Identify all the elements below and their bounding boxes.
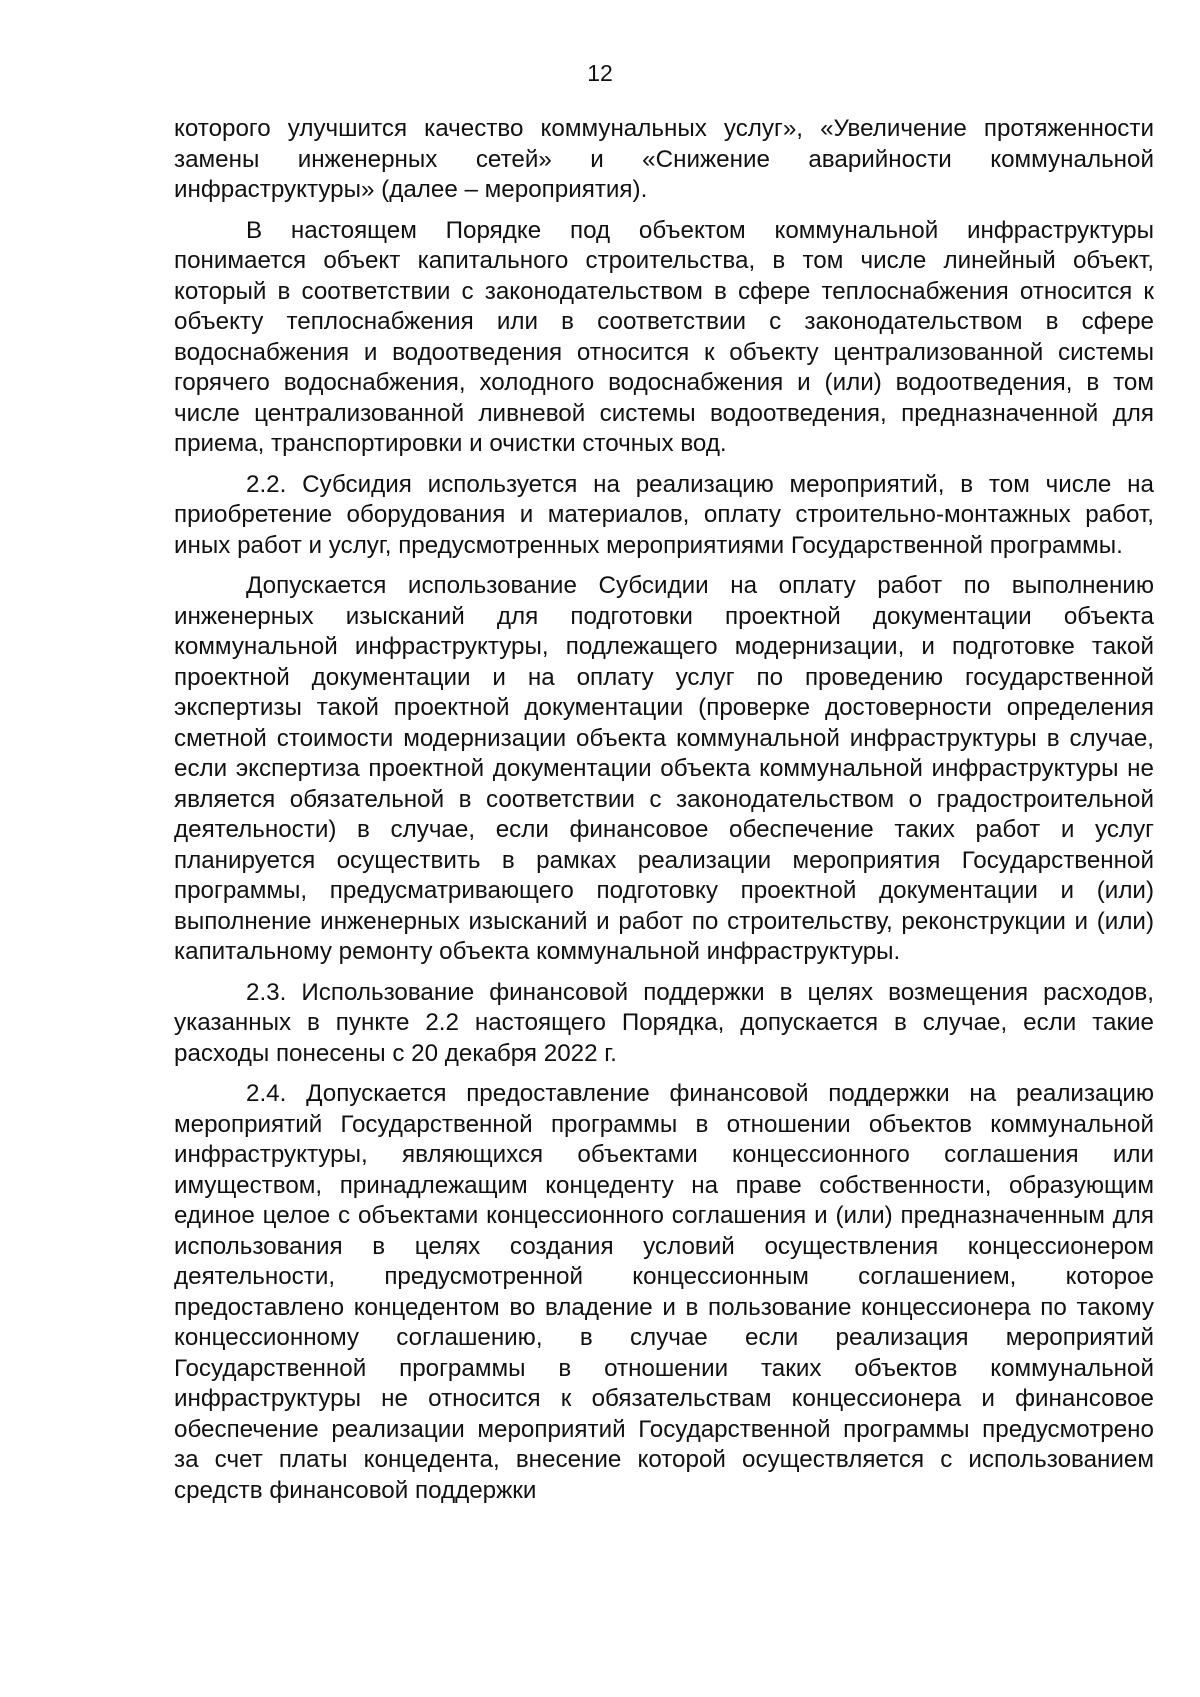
paragraph-infrastructure-definition: В настоящем Порядке под объектом коммунальной инфраструктуры понимается объект капитального строительства, в том числе линейный объект, который в соответствии с законодательством в сфере теплоснабжения относится к объекту теплоснабжения или в соответствии с законодательством в сфере водоснабжения и водоотведения относится к объекту централизованной системы горячего водоснабжения, холодного водоснабжения и (или) водоотведения, в том числе централизованной ливневой системы водоотведения, предназначенной для приема, транспортировки и очистки сточных вод. — [174, 216, 1154, 457]
paragraph-2-4: 2.4. Допускается предоставление финансовой поддержки на реализацию мероприятий Государственной программы в отношении объектов коммунальной инфраструктуры, являющихся объектами концессионного соглашения или имуществом, принадлежащим концеденту на праве собственности, образующим единое целое с объектами концессионного соглашения и (или) предназначенным для использования в целях создания условий осуществления концессионером деятельности, предусмотренной концессионным соглашением, которое предоставлено концедентом во владение и в пользование концессионера по такому концессионному соглашению, в случае если реализация мероприятий Государственной программы в отношении таких объектов коммунальной инфраструктуры не относится к обязательствам концессионера и финансовое обеспечение реализации мероприятий Государственной программы предусмотрено за счет платы концедента, внесение которой осуществляется с использованием средств финансовой поддержки — [174, 1080, 1154, 1504]
paragraph-2-2-design-works: Допускается использование Субсидии на оплату работ по выполнению инженерных изысканий для подготовки проектной документации объекта коммунальной инфраструктуры, подлежащего модернизации, и подготовке такой проектной документации и на оплату услуг по проведению государственной экспертизы такой проектной документации (проверке достоверности определения сметной стоимости модернизации объекта коммунальной инфраструктуры в случае, если экспертиза проектной документации объекта коммунальной инфраструктуры не является обязательной в соответствии с законодательством о градостроительной деятельности) в случае, если финансовое обеспечение таких работ и услуг планируется осуществить в рамках реализации мероприятия Государственной программы, предусматривающего подготовку проектной документации и (или) выполнение инженерных изысканий и работ по строительству, реконструкции и (или) капитальному ремонту объекта коммунальной инфраструктуры. — [174, 572, 1154, 965]
page-number: 12 — [587, 60, 613, 86]
paragraph-2-3: 2.3. Использование финансовой поддержки в целях возмещения расходов, указанных в пункте 2.2 настоящего Порядка, допускается в случае, если такие расходы понесены с 20 декабря 2022 г. — [174, 978, 1154, 1067]
paragraph-continuation: которого улучшится качество коммунальных услуг», «Увеличение протяженности замены инженерных сетей» и «Снижение аварийности коммунальной инфраструктуры» (далее – мероприятия). — [174, 115, 1154, 203]
document-body — [174, 114, 1154, 1516]
paragraph-2-2: 2.2. Субсидия используется на реализацию мероприятий, в том числе на приобретение оборудования и материалов, оплату строительно-монтажных работ, иных работ и услуг, предусмотренных мероприятиями Государственной программы. — [174, 470, 1154, 559]
